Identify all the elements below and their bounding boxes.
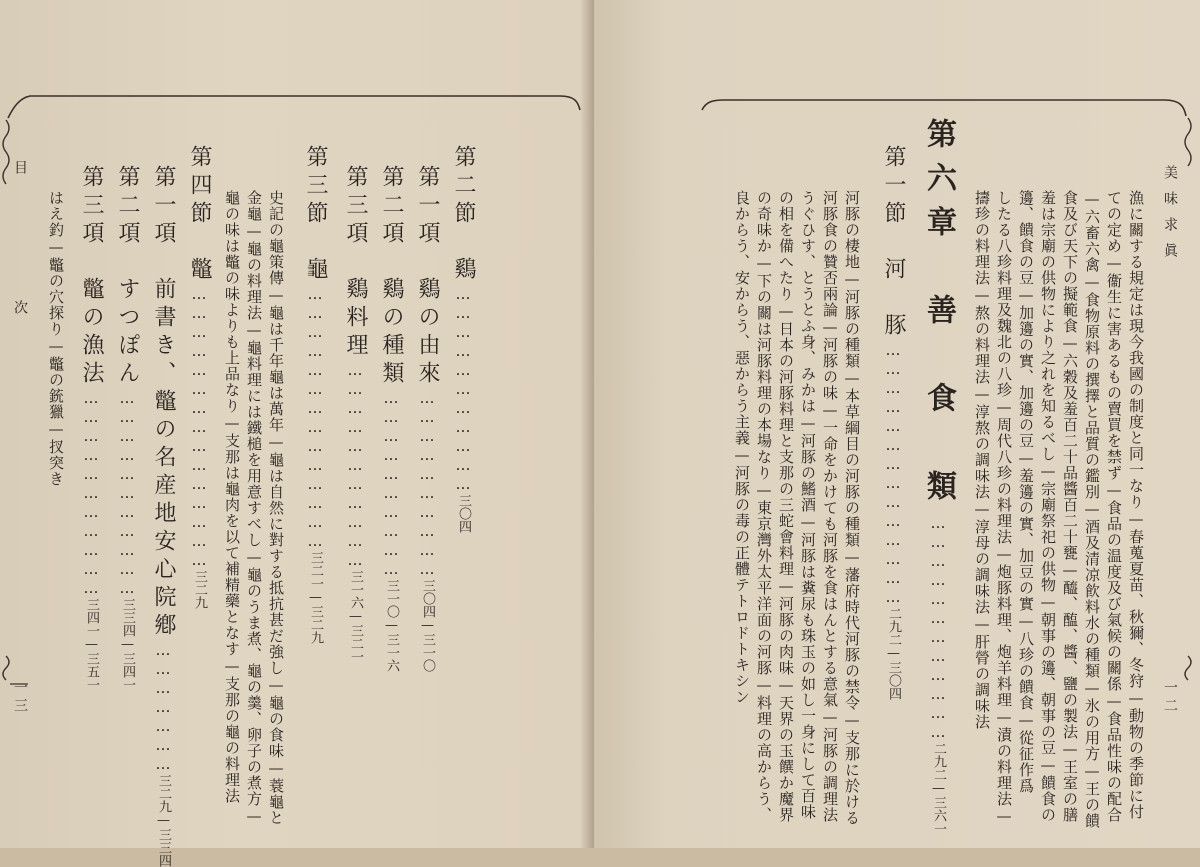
toc-subline: 金龜—龜の料理法—龜料理には鐵槌を用意すべし—龜のうま煮、龜の羹、卵子の煮方— [245, 190, 263, 826]
toc-entry-dots: …………………………… [82, 389, 100, 598]
section-dots: …………………………………… [884, 341, 902, 607]
toc-entry [412, 165, 443, 760]
toc-entry-dots: ……………………………………… [190, 285, 208, 570]
section-pages: 二九二—三〇四 [886, 607, 901, 700]
toc-entry-pages: 三二九—三三四 [156, 774, 171, 867]
toc-entry-title: 第三項 鼈の漁法 [79, 165, 104, 389]
left-page [0, 0, 594, 867]
left-page-number: 一三 [12, 680, 28, 716]
toc-entry-pages: 三〇四 [456, 494, 471, 533]
toc-entry-pages: 三二九 [192, 570, 207, 609]
right-page-number: 一二 [1162, 680, 1178, 716]
chapter-heading [916, 118, 960, 835]
toc-entry [300, 145, 331, 760]
toc-entry-dots: …………………………… [454, 285, 472, 494]
toc-entry-pages: 三三四—三四一 [120, 598, 135, 691]
toc-entry-pages: 三一六—三二一 [348, 570, 363, 663]
left-running-head-bottom: 次 [12, 300, 28, 326]
toc-entry-title: 第三節 龜 [303, 145, 328, 285]
toc-entry-pages: 三〇四—三一〇 [420, 579, 435, 672]
toc-entry [448, 145, 479, 760]
toc-subline: はえ釣—鼈の穴探り—鼈の銃獵—扠突き [47, 190, 65, 487]
chapter-pages: 二九二—三六一 [931, 742, 946, 835]
section-line: うぐひす、とうとふ身、みかは—河豚の鰭酒—河豚は糞尿も珠玉の如し一身にして百味 [799, 190, 817, 820]
toc-entry-title: 第四節 鼈 [187, 145, 212, 285]
toc-entry [184, 145, 215, 760]
toc-entry-dots: …………………………… [118, 389, 136, 598]
toc-entry-dots: ………………………… [382, 389, 400, 579]
body-line: 擣珍の料理法—熬の料理法—淳熬の調味法—淳母の調味法—肝膋の調味法 [973, 190, 991, 730]
toc-subline: 龜の味は鼈の味よりも上品なり—支那は龜肉を以て補精藥となす—支那の龜の料理法 [223, 190, 241, 804]
toc-entry [376, 165, 407, 760]
right-running-head: 美味求眞 [1162, 165, 1178, 269]
toc-entry [112, 165, 143, 760]
section-title: 第一節 河 豚 [881, 145, 906, 341]
toc-entry-dots: ………………………… [418, 389, 436, 579]
toc-entry-pages: 三四一—三五一 [84, 598, 99, 691]
toc-entry-title: 第二項 すつぽん [115, 165, 140, 389]
section-line: 河豚の棲地—河豚の種類—本草綱目の河豚の種類—藩府時代河豚の禁令—支那に於ける [843, 190, 861, 826]
body-line: 食及び天下の擬範食—六穀及羞百二十品醬百二十甕—醯、醢、醬、鹽の製法—王室の膳 [1061, 190, 1079, 823]
section-line: の相を備へたり—日本の河豚料理と支那の三蛇會料理—河豚の肉味—天界の玉饌か魔界 [777, 190, 795, 823]
section-heading [878, 145, 909, 765]
toc-entry-pages: 三二一—三二九 [308, 551, 323, 644]
body-line: 漁に關する規定は現今我國の制度と同一なり—春蒐夏苗、秋獮、冬狩—動物の季節に付 [1127, 190, 1145, 820]
left-running-head-top: 目 [12, 160, 28, 186]
section-line: の奇味か—下の關は河豚料理の本場なり—東京灣外太平洋面の河豚—料理の高からう、 [755, 190, 773, 823]
toc-entry-pages: 三一〇—三一六 [384, 579, 399, 672]
toc-entry-title: 第三項 鷄料理 [343, 165, 368, 361]
toc-entry-title: 第二項 鷄の種類 [379, 165, 404, 389]
body-line: 籩、饋食の豆—加籩の實、加籩の豆—羞籩の實、加豆の實—八珍の饋食—從征作爲 [1017, 190, 1035, 794]
chapter-dots: ……………………………… [929, 514, 947, 742]
body-line: したる八珍料理及魏北の八珍—周代八珍の料理法—炮豚料理、炮羊料理—漬の料理法— [995, 190, 1013, 826]
toc-entry-title: 第一項 鷄の由來 [415, 165, 440, 389]
section-line: 河豚食の贊否兩論—河豚の味—一命をかけても河豚を食はんとする意氣—河豚の調理法 [821, 190, 839, 823]
toc-entry-dots: …………………………… [346, 361, 364, 570]
toc-entry-dots: ………………… [154, 641, 172, 774]
chapter-title: 第六章 善 食 類 [921, 118, 956, 514]
toc-entry-title: 第一項 前書き、鼈の名産地安心院鄕 [151, 165, 176, 641]
toc-entry-title: 第二節 鷄 [451, 145, 476, 285]
body-line: —六畜六禽—食物原料の撰擇と品質の鑑別—酒及清凉飮料水の種類—氷の用方—王の饋 [1083, 190, 1101, 829]
right-page [594, 0, 1200, 848]
body-line: 羞は宗廟の供物により之れを知るべし—宗廟祭祀の供物—朝事の籩、朝事の豆—饋食の [1039, 190, 1057, 823]
toc-entry [340, 165, 371, 760]
toc-subline: 史記の龜策傳—龜は千年龜は萬年—龜は自然に對する抵抗甚だ強し—龜の食味—蓑龜と [267, 190, 285, 826]
body-line: ての定め—衞生に害あるもの賣買を禁ず—食品の温度及び氣候の關係—食品性味の配合 [1105, 190, 1123, 823]
toc-entry-dots: …………………………………… [306, 285, 324, 551]
toc-entry [76, 165, 107, 760]
toc-entry [148, 165, 179, 867]
section-line: 良からう、安からう、惡からう主義—河豚の毒の正體テトロドトキシン [733, 190, 751, 705]
